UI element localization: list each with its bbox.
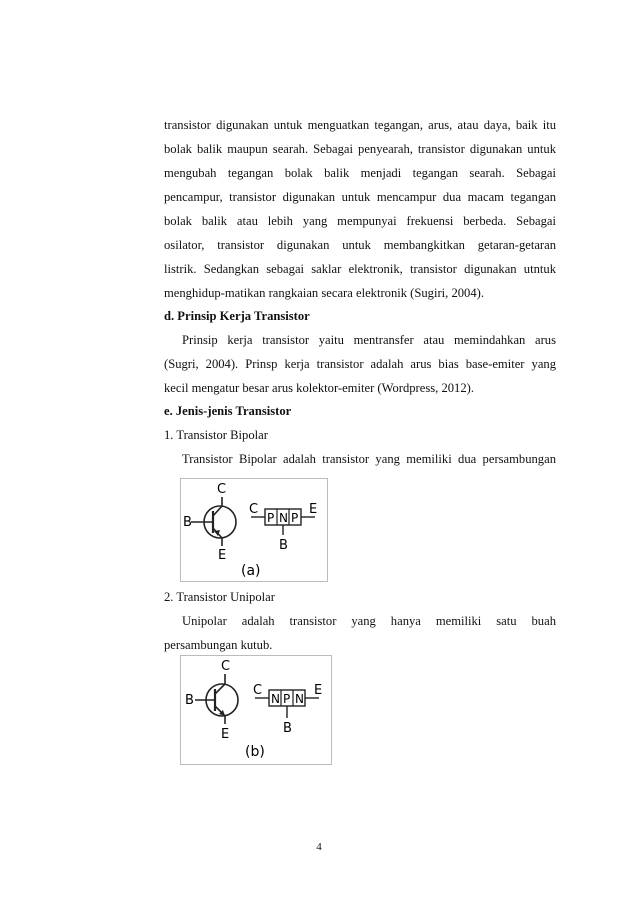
paragraph-line: menghidup-matikan rangkaian secara elektronik (Sugiri, 2004). [164, 286, 484, 300]
paragraph-line: (Sugri, 2004). Prinsp kerja transistor adalah arus bias base-emiter yang [164, 357, 556, 371]
label-c: C [221, 659, 231, 674]
page-number: 4 [316, 841, 322, 853]
label-b2: B [279, 538, 288, 553]
paragraph-line: Prinsip kerja transistor yaitu mentransfer atau memindahkan arus [182, 333, 556, 347]
list-item-title-bipolar: 1. Transistor Bipolar [164, 428, 268, 442]
paragraph-line: bolak balik atau lebih yang mempunyai frekuensi berbeda. Sebagai [164, 214, 556, 228]
paragraph-line: transistor digunakan untuk menguatkan tegangan, arus, atau daya, baik itu [164, 118, 556, 132]
bipolar-transistor-diagram [181, 479, 327, 581]
label-e2: E [314, 683, 323, 698]
label-e: E [218, 548, 227, 563]
label-n2: N [295, 692, 304, 706]
label-b: B [185, 693, 194, 708]
figure-bipolar-transistor [180, 478, 328, 582]
section-heading-e: e. Jenis-jenis Transistor [164, 404, 292, 418]
label-e2: E [309, 502, 318, 517]
paragraph-line: bolak balik maupun searah. Sebagai penyearah, transistor digunakan untuk [164, 142, 556, 156]
label-c: C [217, 482, 227, 497]
paragraph-line: pencampur, transistor digunakan untuk mencampur dua macam tegangan [164, 190, 556, 204]
paragraph-line: listrik. Sedangkan sebagai saklar elektronik, transistor digunakan utntuk [164, 262, 556, 276]
paragraph-line: kecil mengatur besar arus kolektor-emiter (Wordpress, 2012). [164, 381, 474, 395]
label-b: B [183, 515, 192, 530]
label-p: P [283, 692, 291, 706]
label-n: N [279, 511, 288, 525]
paragraph-line: osilator, transistor digunakan untuk membangkitkan getaran-getaran [164, 238, 556, 252]
label-p2: P [291, 511, 299, 525]
paragraph-line: persambungan kutub. [164, 638, 273, 652]
label-e: E [221, 727, 230, 742]
label-c2: C [249, 502, 259, 517]
label-b2: B [283, 721, 292, 736]
paragraph-line: Transistor Bipolar adalah transistor yang memiliki dua persambungan [182, 452, 556, 466]
label-p1: P [267, 511, 275, 525]
list-item-title-unipolar: 2. Transistor Unipolar [164, 590, 275, 604]
figure-unipolar-transistor [180, 655, 332, 765]
paragraph-line: Unipolar adalah transistor yang hanya memiliki satu buah [182, 614, 556, 628]
figure-caption: (a) [241, 563, 261, 579]
paragraph-line: mengubah tegangan bolak balik menjadi tegangan searah. Sebagai [164, 166, 556, 180]
label-n1: N [271, 692, 280, 706]
section-heading-d: d. Prinsip Kerja Transistor [164, 309, 310, 323]
unipolar-transistor-diagram [181, 656, 331, 764]
figure-caption: (b) [245, 744, 265, 760]
label-c2: C [253, 683, 263, 698]
